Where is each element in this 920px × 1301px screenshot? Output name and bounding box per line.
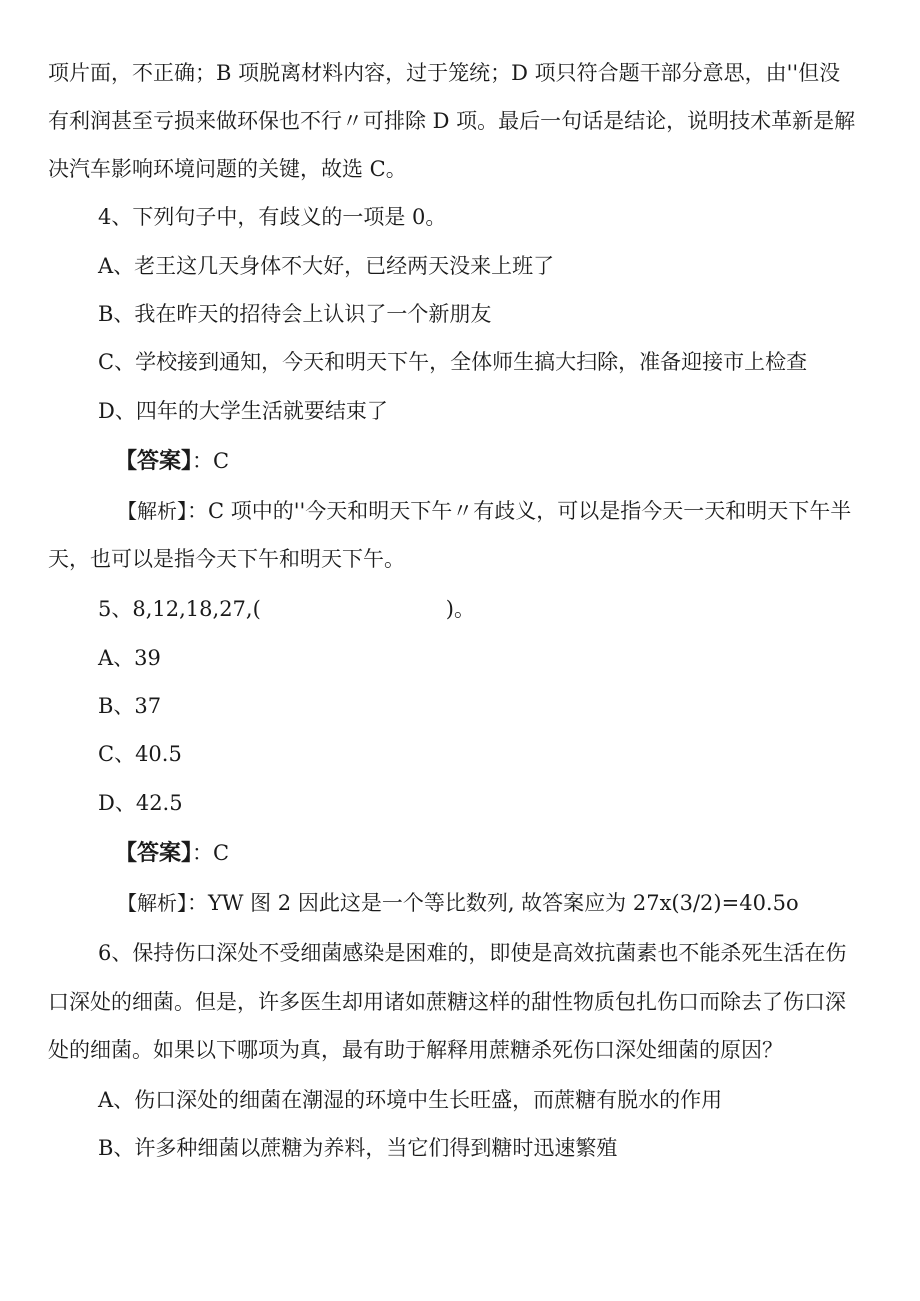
q5-option-d: D、42.5 [98,791,183,815]
q5-stem-after: )。 [445,597,475,621]
q5-analysis-line-1: 【解析】：YW 图 2 因此这是一个等比数列, 故答案应为 27x(3/2)=40.5o [117,891,799,915]
q4-analysis-line-2: 天，也可以是指今天下午和明天下午。 [48,547,405,571]
q4-option-d: D、四年的大学生活就要结束了 [98,399,388,423]
q6-stem-line-1: 6、保持伤口深处不受细菌感染是困难的，即使是高效抗菌素也不能杀死生活在伤 [98,941,847,965]
intro-line-1: 项片面，不正确；B 项脱离材料内容，过于笼统；D 项只符合题干部分意思，由''但没 [48,61,841,85]
q4-analysis-line-1: 【解析】：C 项中的''今天和明天下午〃有歧义，可以是指今天一天和明天下午半 [117,499,852,523]
q4-analysis-label: 【解析】 [117,499,187,523]
q5-option-a: A、39 [98,646,161,670]
q6-option-b: B、许多种细菌以蔗糖为养料，当它们得到糖时迅速繁殖 [98,1136,618,1160]
q4-stem: 4、下列句子中，有歧义的一项是 0。 [98,205,447,229]
q6-option-a: A、伤口深处的细菌在潮湿的环境中生长旺盛，而蔗糖有脱水的作用 [98,1088,723,1112]
q4-answer [115,446,229,477]
intro-line-2: 有利润甚至亏损来做环保也不行〃可排除 D 项。最后一句话是结论，说明技术革新是解 [48,109,856,133]
q4-option-a: A、老王这几天身体不大好，已经两天没来上班了 [98,254,555,278]
q5-option-c: C、40.5 [98,742,182,766]
q4-answer-value: ：C [192,449,230,473]
q6-stem-line-2: 口深处的细菌。但是，许多医生却用诸如蔗糖这样的甜性物质包扎伤口而除去了伤口深 [48,990,846,1014]
q6-stem-line-3: 处的细菌。如果以下哪项为真，最有助于解释用蔗糖杀死伤口深处细菌的原因？ [48,1038,783,1062]
q4-answer-label: 【答案】 [115,449,193,474]
q5-option-b: B、37 [98,694,162,718]
q4-option-c: C、学校接到通知，今天和明天下午，全体师生搞大扫除，准备迎接市上检查 [98,350,808,374]
q5-stem [98,594,475,624]
q5-answer-label: 【答案】 [115,841,193,866]
q5-stem-before: 5、8,12,18,27,( [98,597,261,621]
q5-answer-value: ：C [192,841,230,865]
intro-line-3: 决汽车影响环境问题的关键，故选 C。 [48,157,407,181]
q5-analysis-label: 【解析】 [117,891,187,915]
q5-answer [115,838,229,869]
q4-option-b: B、我在昨天的招待会上认识了一个新朋友 [98,302,492,326]
